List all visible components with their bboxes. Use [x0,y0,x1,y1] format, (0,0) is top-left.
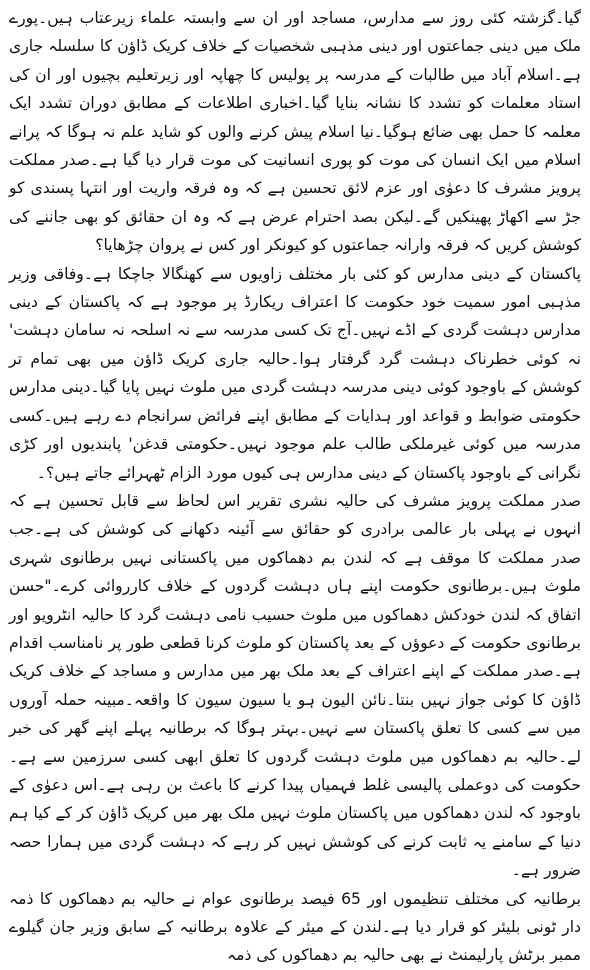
paragraph-madaris-investigated: پاکستان کے دینی مدارس کو کئی بار مختلف زاویوں سے کھنگالا جاچکا ہے۔وفاقی وزیر مذہبی امور سمیت خود حکومت کا اعتراف ریکارڈ پر موجود ہے کہ پاکستان کے دینی مدارس دہشت گردی کے اڈے نہیں۔آج تک کسی مدرسہ سے نہ اسلحہ نہ سامان دہشت' نہ کوئی خطرناک دہشت گرد گرفتار ہوا۔حالیہ جاری کریک ڈاؤن میں بھی تمام تر کوشش کے باوجود کوئی دینی مدرسہ دہشت گردی میں ملوث نہیں پایا گیا۔دینی مدارس حکومتی ضوابط و قواعد اور ہدایات کے مطابق اپنے فرائض سرانجام دے رہے ہیں۔کسی مدرسہ میں کوئی غیرملکی طالب علم موجود نہیں۔حکومتی قدغن' پابندیوں اور کڑی نگرانی کے باوجود پاکستان کے دینی مدارس ہی کیوں مورد الزام ٹھہرائے جاتے ہیں؟۔ [9,264,581,482]
paragraph-crackdown-on-madaris: گیا۔گزشتہ کئی روز سے مدارس، مساجد اور ان سے وابستہ علماء زیرعتاب ہیں۔پورے ملک میں دینی جماعتوں اور دینی مذہبی شخصیات کے خلاف کریک ڈاؤن کا سلسلہ جاری ہے۔اسلام آباد میں طالبات کے مدرسہ پر پولیس کا چھاپہ اور زیرتعلیم بچیوں اور ان کی استاد معلمات کو تشدد کا نشانہ بنایا گیا۔اخباری اطلاعات کے مطابق دوران تشدد ایک معلمہ کا حمل بھی ضائع ہوگیا۔نیا اسلام پیش کرنے والوں کو شاید علم نہ ہوگا کہ پرانے اسلام میں ایک انسان کی موت کو پوری انسانیت کی موت قرار دیا گیا ہے۔صدر مملکت پرویز مشرف کا دعوٰی اور عزم لائق تحسین ہے کہ وہ فرقہ واریت اور انتہا پسندی کو جڑ سے اکھاڑ پھینکیں گے۔لیکن بصد احترام عرض ہے کہ وہ ان حقائق کو بھی جاننے کی کوشش کریں کہ فرقہ وارانہ جماعتوں کو کیونکر اور کس نے پروان چڑھایا؟ [9,9,581,255]
article-column [9,4,581,970]
paragraph-president-speech: صدر مملکت پرویز مشرف کی حالیہ نشری تقریر اس لحاظ سے قابل تحسین ہے کہ انہوں نے پہلی بار عالمی برادری کو حقائق سے آئینہ دکھانے کی کوشش کی ہے۔جب صدر مملکت کا موقف ہے کہ لندن بم دھماکوں میں پاکستانی نہیں برطانوی شہری ملوث ہیں۔برطانوی حکومت اپنے ہاں دہشت گردوں کے خلاف کارروائی کرے۔"حسن اتفاق کہ لندن خودکش دھماکوں میں ملوث حسیب نامی دہشت گرد کا حالیہ انٹرویو اور برطانوی حکومت کے دعوؤں کے بعد پاکستان کو ملوث کرنا قطعی طور پر نامناسب اقدام ہے۔صدر مملکت کے اپنے اعتراف کے بعد ملک بھر میں مدارس و مساجد کے خلاف کریک ڈاؤن کا کوئی جواز نہیں بنتا۔نائن الیون ہو یا سیون سیون کا واقعہ۔مبینہ حملہ آوروں میں سے کسی کا تعلق پاکستان سے نہیں۔بہتر ہوگا کہ برطانیہ پہلے اپنے گھر کی خبر لے۔حالیہ بم دھماکوں میں ملوث دہشت گردوں کا تعلق ابھی کسی سرزمین سے ہے۔حکومت کی دوعملی پالیسی غلط فہمیاں پیدا کرنے کا باعث بن رہی ہے۔اس دعوٰی کے باوجود کہ لندن دھماکوں میں پاکستان ملوث نہیں ملک بھر میں کریک ڈاؤن کر کے کیا ہم دنیا کے سامنے یہ ثابت کرنے کی کوشش نہیں کر رہے کہ دہشت گردی میں ہمارا حصہ ضرور ہے۔ [9,491,581,880]
paragraph-british-public-opinion: برطانیہ کی مختلف تنظیموں اور 65 فیصد برطانوی عوام نے حالیہ بم دھماکوں کا ذمہ دار ٹونی بلیئر کو قرار دیا ہے۔لندن کے میئر کے علاوہ برطانیہ کے سابق وزیر جان گیلوے ممبر برٹش پارلیمنٹ نے بھی حالیہ بم دھماکوں کی ذمہ [9,889,581,965]
